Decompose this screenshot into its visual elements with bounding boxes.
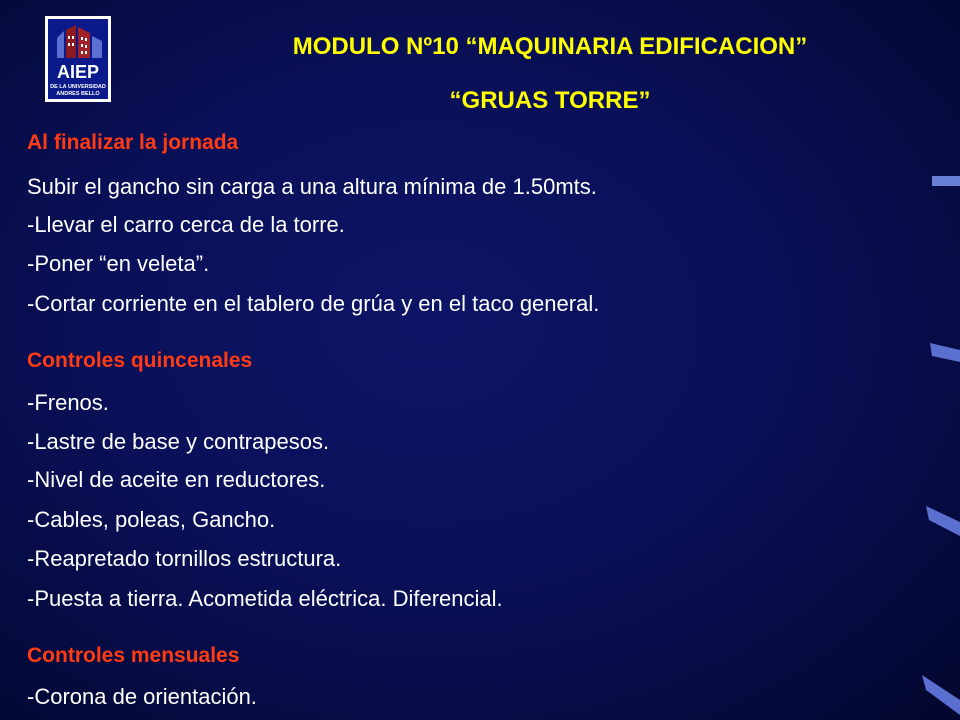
list-item: -Nivel de aceite en reductores. bbox=[27, 467, 326, 492]
list-item: -Puesta a tierra. Acometida eléctrica. Diferencial. bbox=[27, 586, 503, 611]
section-heading-end-of-day: Al finalizar la jornada bbox=[27, 131, 239, 154]
slide-subtitle: “GRUAS TORRE” bbox=[449, 87, 651, 114]
decorative-stripes bbox=[920, 170, 960, 715]
logo-subtitle-2: ANDRES BELLO bbox=[56, 91, 100, 97]
list-item: -Lastre de base y contrapesos. bbox=[27, 429, 330, 454]
list-item: -Cortar corriente en el tablero de grúa y en el taco general. bbox=[27, 291, 600, 316]
logo-subtitle-1: DE LA UNIVERSIDAD bbox=[50, 84, 106, 90]
section-heading-biweekly-controls: Controles quincenales bbox=[27, 349, 253, 372]
list-item: -Llevar el carro cerca de la torre. bbox=[27, 212, 345, 237]
slide-title: MODULO Nº10 “MAQUINARIA EDIFICACION” bbox=[292, 33, 808, 60]
list-item: -Reapretado tornillos estructura. bbox=[27, 546, 342, 571]
list-item: -Cables, poleas, Gancho. bbox=[27, 507, 276, 532]
aiep-logo bbox=[45, 16, 111, 102]
logo-wordmark: AIEP bbox=[56, 62, 99, 82]
section-heading-monthly-controls: Controles mensuales bbox=[27, 644, 240, 667]
list-item: -Poner “en veleta”. bbox=[27, 251, 210, 276]
list-item: Subir el gancho sin carga a una altura mínima de 1.50mts. bbox=[27, 174, 597, 199]
building-icon bbox=[54, 24, 108, 60]
list-item: -Frenos. bbox=[27, 390, 109, 415]
logo-badge bbox=[48, 19, 108, 99]
list-item: -Corona de orientación. bbox=[27, 684, 257, 709]
